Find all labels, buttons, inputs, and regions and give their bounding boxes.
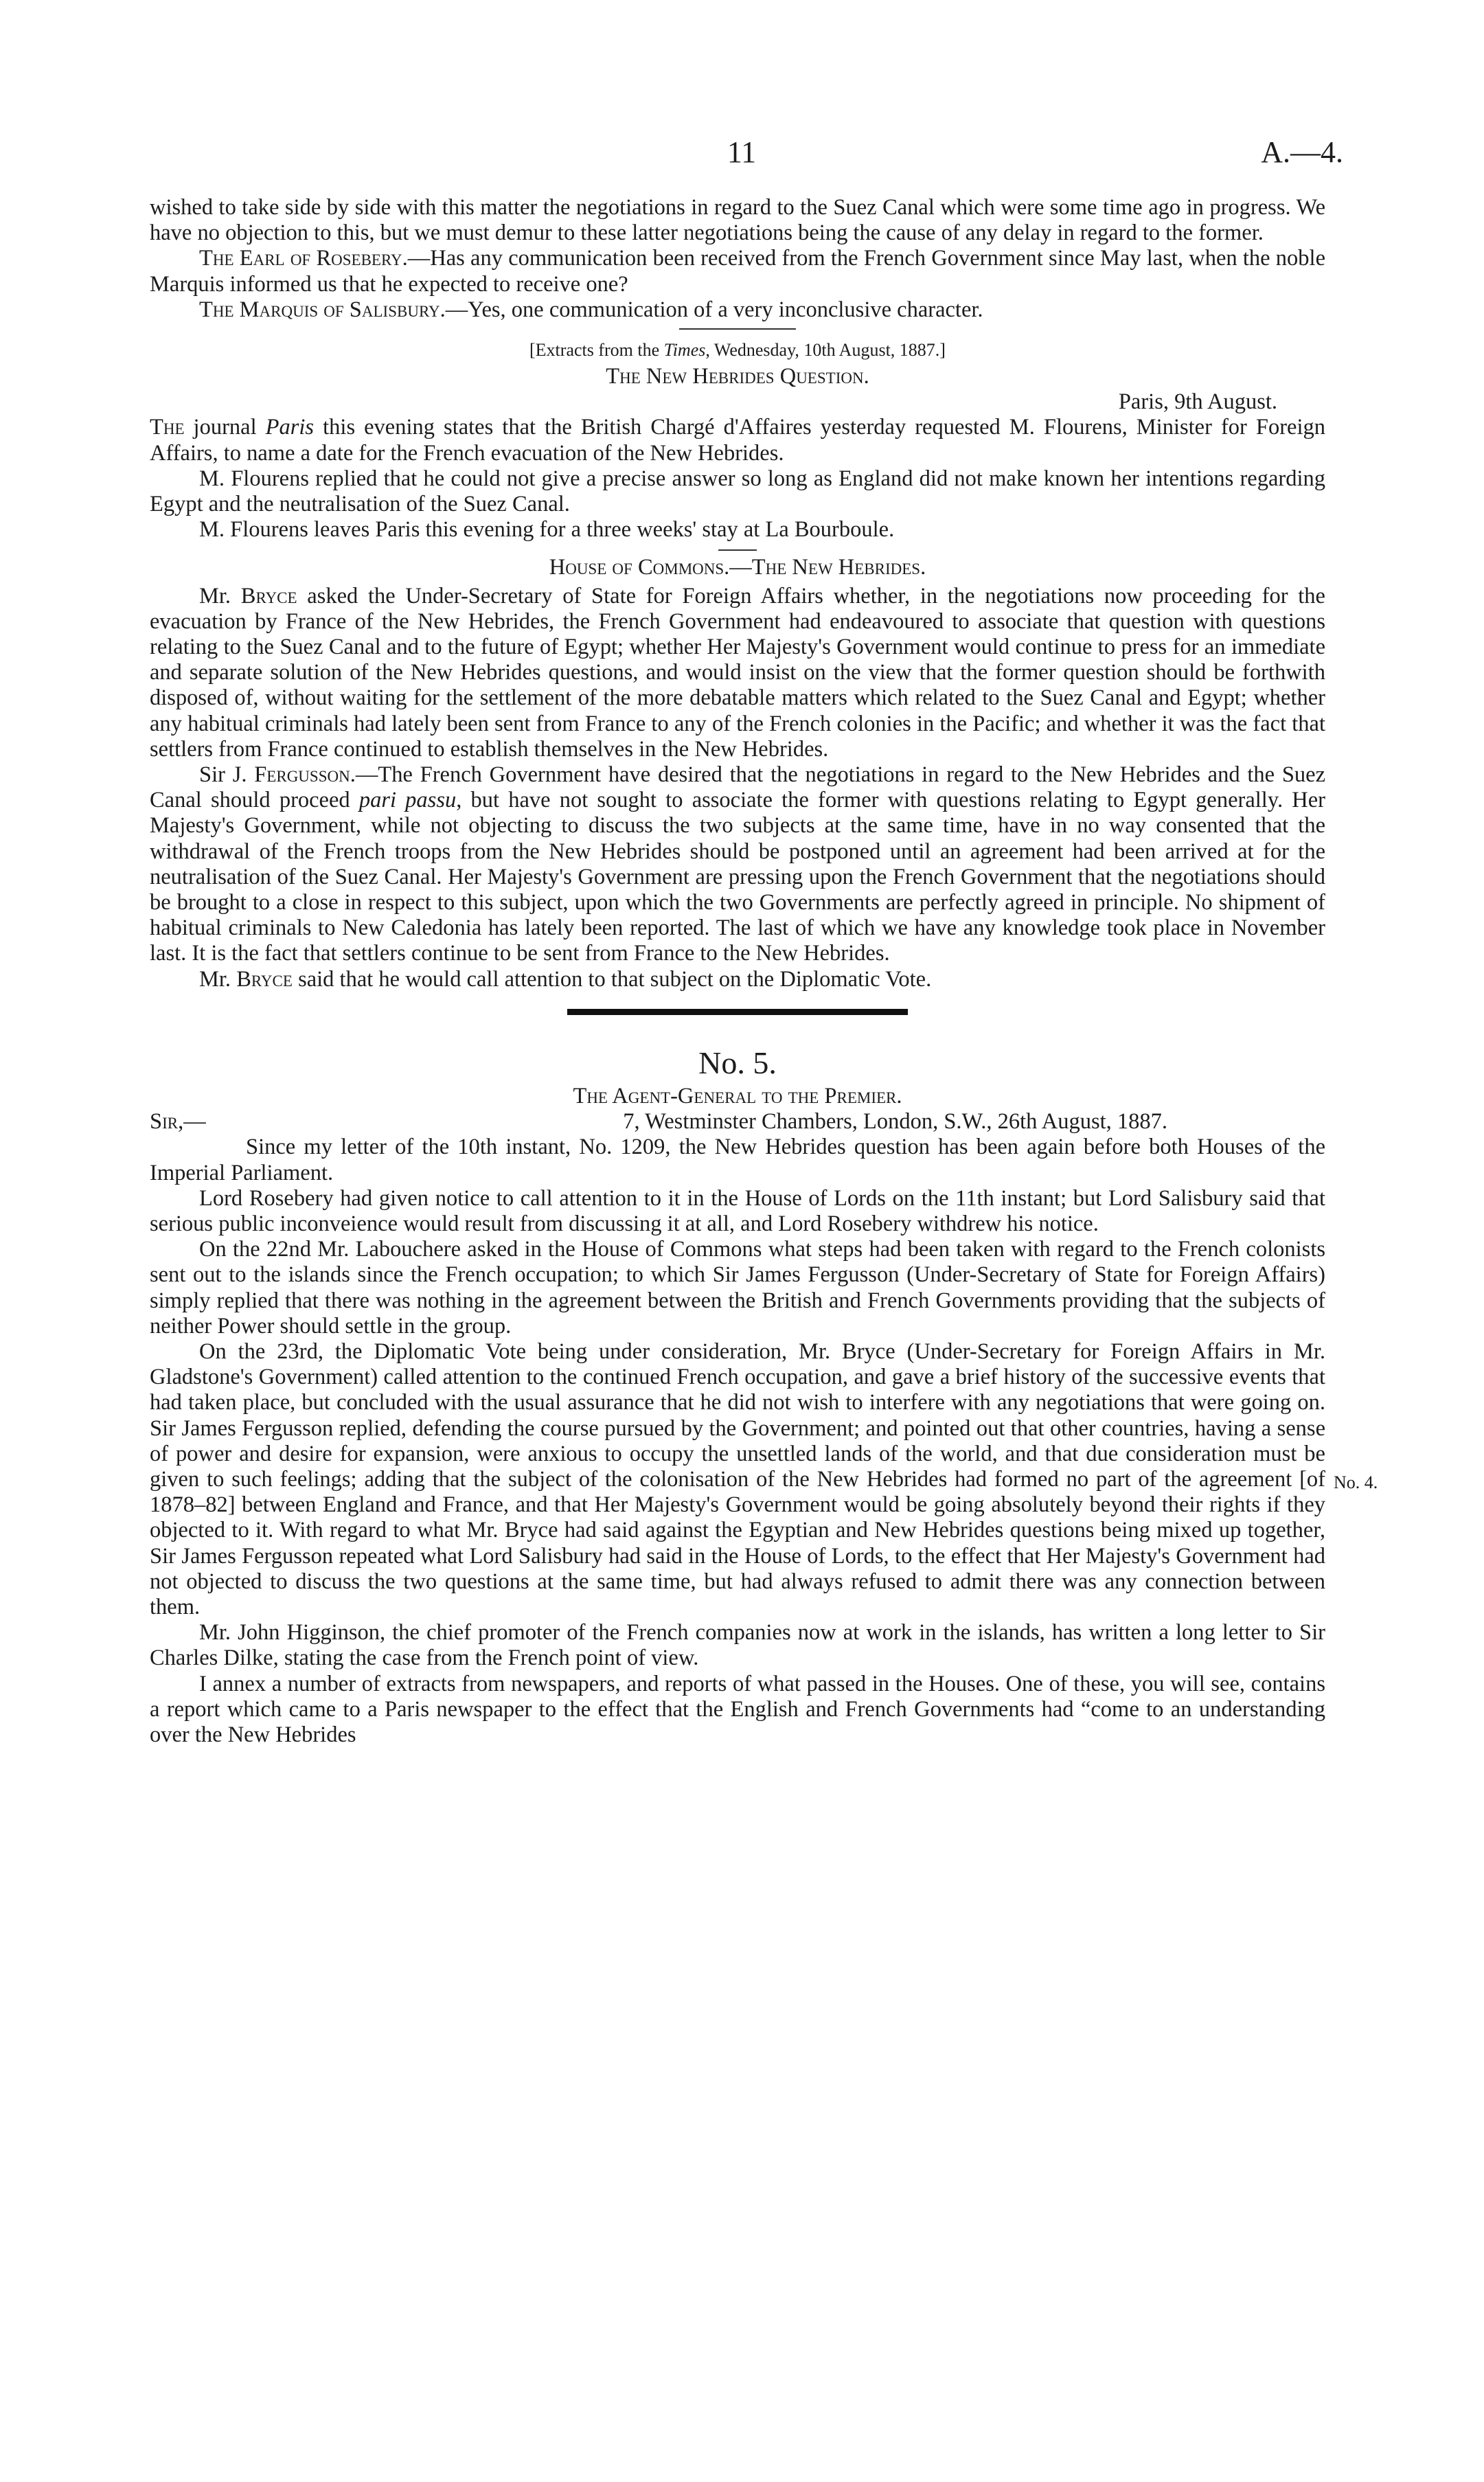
speaker-name: Bryce <box>236 966 293 992</box>
speaker-name: Bryce <box>240 583 297 608</box>
section-divider <box>679 328 796 330</box>
paragraph: On the 22nd Mr. Labouchere asked in the House of Commons what steps had been taken with regard to the French colonists sent out to the islands since the French occupation; to which Sir James Fergusson (Under-Secretary of State for Foreign Affairs) simply replied that there was nothing in the agreement between the British and French Governments providing that the subjects of neither Power should settle in the group. <box>150 1237 1325 1339</box>
speech-text: said that he would call attention to that subject on the Diplomatic Vote. <box>292 966 932 992</box>
heavy-divider <box>567 1009 908 1015</box>
body-text <box>150 195 1325 1748</box>
paragraph: M. Flourens replied that he could not give a precise answer so long as England did not make known her intentions regarding Egypt and the neutralisation of the Suez Canal. <box>150 466 1325 517</box>
extract-title: The New Hebrides Question. <box>606 364 869 389</box>
speaker-prefix: Sir J. <box>199 762 255 788</box>
page-number: 11 <box>727 135 757 169</box>
paragraph: Mr. John Higginson, the chief promoter of the French companies now at work in the islands, has written a long letter to Sir Charles Dilke, stating the case from the French point of view. <box>150 1620 1325 1671</box>
speaker-name: Fergusson. <box>254 762 356 788</box>
paragraph: wished to take side by side with this matter the negotiations in regard to the Suez Canal which were some time ago in progress. We have no objection to this, but we must demur to these latter negotiations being the cause of any delay in regard to the former. <box>150 195 1325 246</box>
paragraph <box>150 967 1325 992</box>
speech-text: —Yes, one communication of a very inconclusive character. <box>445 297 983 322</box>
paragraph: On the 23rd, the Diplomatic Vote being under consideration, Mr. Bryce (Under-Secretary for Foreign Affairs in Mr. Gladstone's Government) called attention to the continued French occupation, and gave a brief history of the successive events that had taken place, but concluded with the usual assurance that he did not wish to interfere with any negotiations that were going on. Sir James Fergusson replied, defending the course pursued by the Government; and pointed out that other countries, having a sense of power and desire for expansion, were anxious to occupy the unsettled lands of the world, and that due consideration must be given to such feelings; adding that the subject of the colonisation of the New Hebrides had formed no part of the agreement [of 1878–82] between England and France, and that Her Majesty's Government would be going absolutely beyond their rights if they objected to it. With regard to what Mr. Bryce had said against the Egyptian and New Hebrides questions being mixed up together, Sir James Fergusson repeated what Lord Salisbury had said in the House of Lords, to the effect that Her Majesty's Government had not objected to discuss the two questions at the same time, but had always refused to admit there was any connection between them. <box>150 1339 1325 1619</box>
paragraph <box>150 246 1325 297</box>
speaker-prefix: Mr. <box>199 583 241 608</box>
document-reference: A.—4. <box>1261 135 1343 169</box>
section-heading: House of Commons.—The New Hebrides. <box>549 555 926 580</box>
speaker-name: The Marquis of Salisbury. <box>199 297 446 322</box>
latin-phrase: pari passu <box>358 788 457 813</box>
salutation-line <box>150 1109 1325 1135</box>
speaker-prefix: Mr. <box>199 966 237 992</box>
text-fragment: this evening states that the British Chargé d'Affaires yesterday requested M. Flourens, Minister for Foreign Affairs, to name a date for the French evacuation of the New Hebrides. <box>150 415 1325 466</box>
speaker-name: The Earl of Rosebery. <box>199 246 408 271</box>
paragraph: M. Flourens leaves Paris this evening for a three weeks' stay at La Bourboule. <box>199 517 895 543</box>
margin-reference: No. 4. <box>1334 1472 1378 1492</box>
lead-word: The <box>150 415 185 440</box>
speech-text: , but have not sought to associate the former with questions relating to Egypt generally. Her Majesty's Government, while not objecting to discuss the two subjects at the same time, have in no way consented that the withdrawal of the French troops from the New Hebrides should be postponed until an agreement had been arrived at for the neutralisation of the Suez Canal. Her Majesty's Government are pressing upon the French Government that the negotiations should be brought to a close in respect to this subject, upon which the two Governments are perfectly agreed in principle. No shipment of habitual criminals to New Caledonia has lately been reported. The last of which we have any knowledge took place in November last. It is the fact that settlers continue to be sent from France to the New Hebrides. <box>150 788 1325 966</box>
letter-subtitle: The Agent-General to the Premier. <box>573 1083 902 1108</box>
paragraph: Since my letter of the 10th instant, No. 1209, the New Hebrides question has been again before both Houses of the Imperial Parliament. <box>150 1135 1325 1185</box>
section-divider <box>718 549 757 551</box>
paragraph <box>150 297 1325 323</box>
source-suffix: , Wednesday, 10th August, 1887.] <box>705 340 946 361</box>
speech-text: asked the Under-Secretary of State for Foreign Affairs whether, in the negotiations now proceeding for the evacuation by France of the New Hebrides, the French Government had endeavoured to associate that question with questions relating to the Suez Canal and to the future of Egypt; whether Her Majesty's Government would continue to press for an immediate and separate solution of the New Hebrides questions, and would insist on the view that the former question should be forthwith disposed of, without waiting for the settlement of the more debatable matters which related to the Suez Canal and Egypt; whether any habitual criminals had lately been sent from France to any of the French colonies in the Pacific; and whether it was the fact that settlers from France continued to establish themselves in the New Hebrides. <box>150 583 1325 762</box>
paragraph <box>150 584 1325 762</box>
paragraph <box>150 762 1325 967</box>
dateline: Paris, 9th August. <box>1118 389 1277 415</box>
speech-text: —The French Government have desired that the negotiations in regard to the New Hebrides and the Suez Canal should proceed <box>150 762 1326 813</box>
paper-name: Paris <box>265 415 315 440</box>
paragraph <box>150 415 1325 466</box>
document-number-heading: No. 5. <box>698 1045 777 1080</box>
speech-text: —Has any communication been received from the French Government since May last, when the noble Marquis informed us that he expected to receive one? <box>150 246 1325 297</box>
source-prefix: [Extracts from the <box>529 340 664 361</box>
source-paper: Times <box>663 340 706 361</box>
sender-address: 7, Westminster Chambers, London, S.W., 26th August, 1887. <box>623 1109 1167 1135</box>
extract-source-note <box>150 337 1325 364</box>
paragraph: I annex a number of extracts from newspapers, and reports of what passed in the Houses. One of these, you will see, contains a report which came to a Paris newspaper to the effect that the English and French Governments had “come to an understanding over the New Hebrides <box>150 1671 1325 1747</box>
paragraph: Lord Rosebery had given notice to call attention to it in the House of Lords on the 11th instant; but Lord Salisbury said that serious public inconveience would result from discussing it at all, and Lord Rosebery withdrew his notice. <box>150 1185 1325 1236</box>
salutation: Sir,— <box>150 1109 206 1135</box>
text-fragment: journal <box>184 415 266 440</box>
